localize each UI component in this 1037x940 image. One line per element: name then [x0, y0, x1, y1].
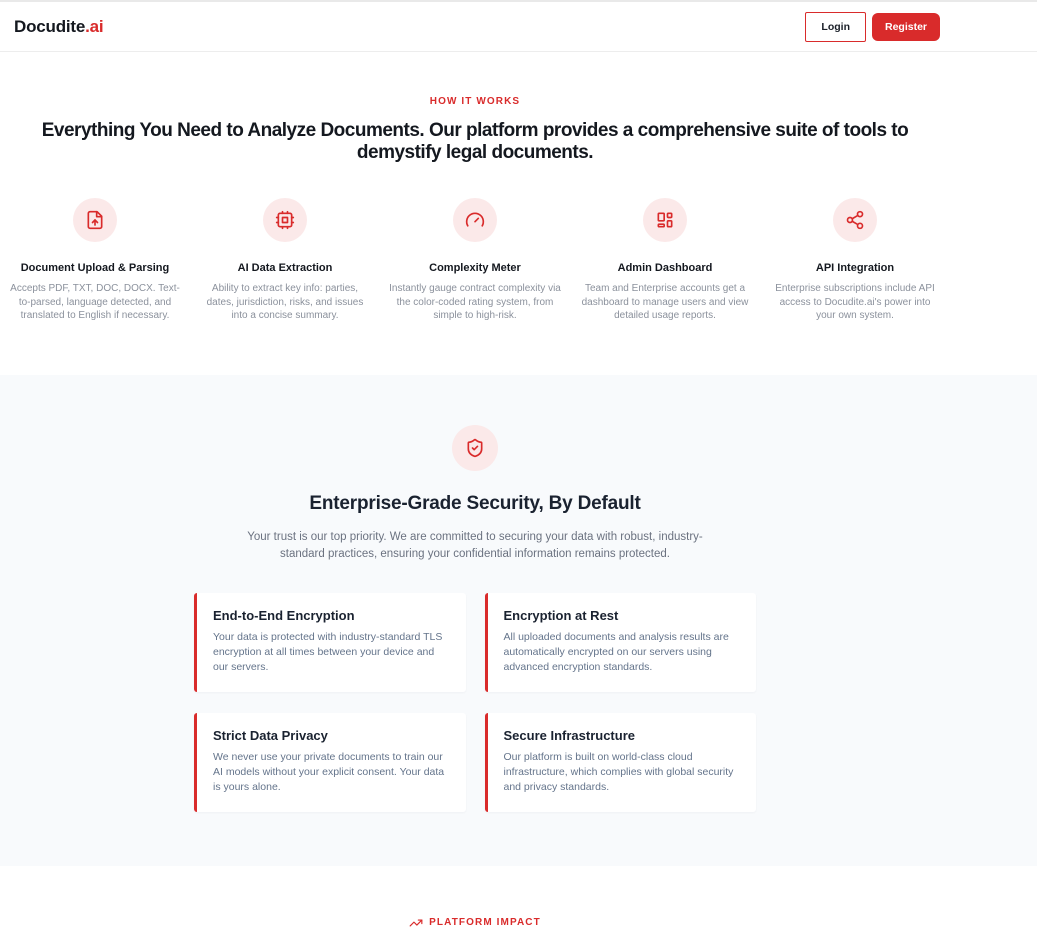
feature-description: Ability to extract key info: parties, dates, jurisdiction, risks, and issues into a concise summary.: [206, 283, 364, 321]
security-heading: Enterprise-Grade Security, By Default: [309, 492, 641, 514]
file-upload-icon: [73, 198, 117, 242]
login-button[interactable]: Login: [805, 12, 866, 42]
security-card-data-privacy: [194, 713, 466, 812]
card-description: All uploaded documents and analysis results are automatically encrypted on our servers using advanced encryption standards.: [503, 630, 729, 673]
feature-title: AI Data Extraction: [237, 262, 333, 274]
share-network-icon: [833, 198, 877, 242]
security-card-encryption-at-rest: [485, 593, 757, 692]
feature-ai-extraction: [190, 198, 380, 323]
feature-title: Complexity Meter: [429, 262, 521, 274]
feature-title: API Integration: [815, 262, 895, 274]
gauge-icon: [453, 198, 497, 242]
trending-up-icon: [409, 916, 423, 930]
brand-name: Docudite: [14, 16, 86, 36]
feature-admin-dashboard: [570, 198, 760, 323]
feature-description: Accepts PDF, TXT, DOC, DOCX. Text-to-parsed, language detected, and translated to English if necessary.: [10, 283, 180, 321]
how-it-works-section: [0, 52, 950, 323]
dashboard-grid-icon: [643, 198, 687, 242]
security-section: [0, 375, 1037, 866]
header-actions: [805, 12, 940, 42]
platform-impact-eyebrow: PLATFORM IMPACT: [429, 917, 541, 928]
top-navbar: [0, 0, 1037, 52]
page-title: Everything You Need to Analyze Documents. Our platform provides a comprehensive suite of tools to demystify legal documents.: [41, 120, 909, 163]
card-description: We never use your private documents to train our AI models without your explicit consent. Your data is yours alone.: [213, 750, 445, 793]
feature-description: Enterprise subscriptions include API access to Docudite.ai's power into your own system.: [775, 283, 935, 321]
brand-logo[interactable]: [14, 17, 103, 37]
card-description: Your data is protected with industry-standard TLS encryption at all times between your device and our servers.: [213, 630, 443, 673]
feature-description: Team and Enterprise accounts get a dashboard to manage users and view detailed usage reports.: [581, 283, 749, 321]
brand-suffix: .ai: [85, 16, 104, 36]
card-description: Our platform is built on world-class cloud infrastructure, which complies with global security and privacy standards.: [503, 750, 734, 793]
cpu-chip-icon: [263, 198, 307, 242]
feature-api-integration: [760, 198, 950, 323]
features-row: [0, 198, 950, 323]
register-button[interactable]: Register: [872, 13, 940, 41]
security-cards-grid: [194, 593, 756, 812]
security-card-secure-infrastructure: [485, 713, 757, 812]
security-card-e2e-encryption: [194, 593, 466, 692]
feature-title: Document Upload & Parsing: [20, 262, 170, 274]
card-title: Encryption at Rest: [503, 607, 619, 623]
platform-impact-section: [0, 866, 950, 940]
security-subheading: Your trust is our top priority. We are committed to securing your data with robust, industry-standard practices, ensuring your confidential information remains protected.: [247, 530, 703, 560]
card-title: End-to-End Encryption: [213, 607, 355, 623]
how-it-works-eyebrow: HOW IT WORKS: [429, 96, 521, 107]
feature-complexity-meter: [380, 198, 570, 323]
feature-document-upload: [0, 198, 190, 323]
card-title: Secure Infrastructure: [503, 727, 635, 743]
shield-check-icon: [452, 425, 498, 471]
feature-description: Instantly gauge contract complexity via the color-coded rating system, from simple to high-risk.: [389, 283, 561, 321]
feature-title: Admin Dashboard: [617, 262, 713, 274]
card-title: Strict Data Privacy: [213, 727, 328, 743]
